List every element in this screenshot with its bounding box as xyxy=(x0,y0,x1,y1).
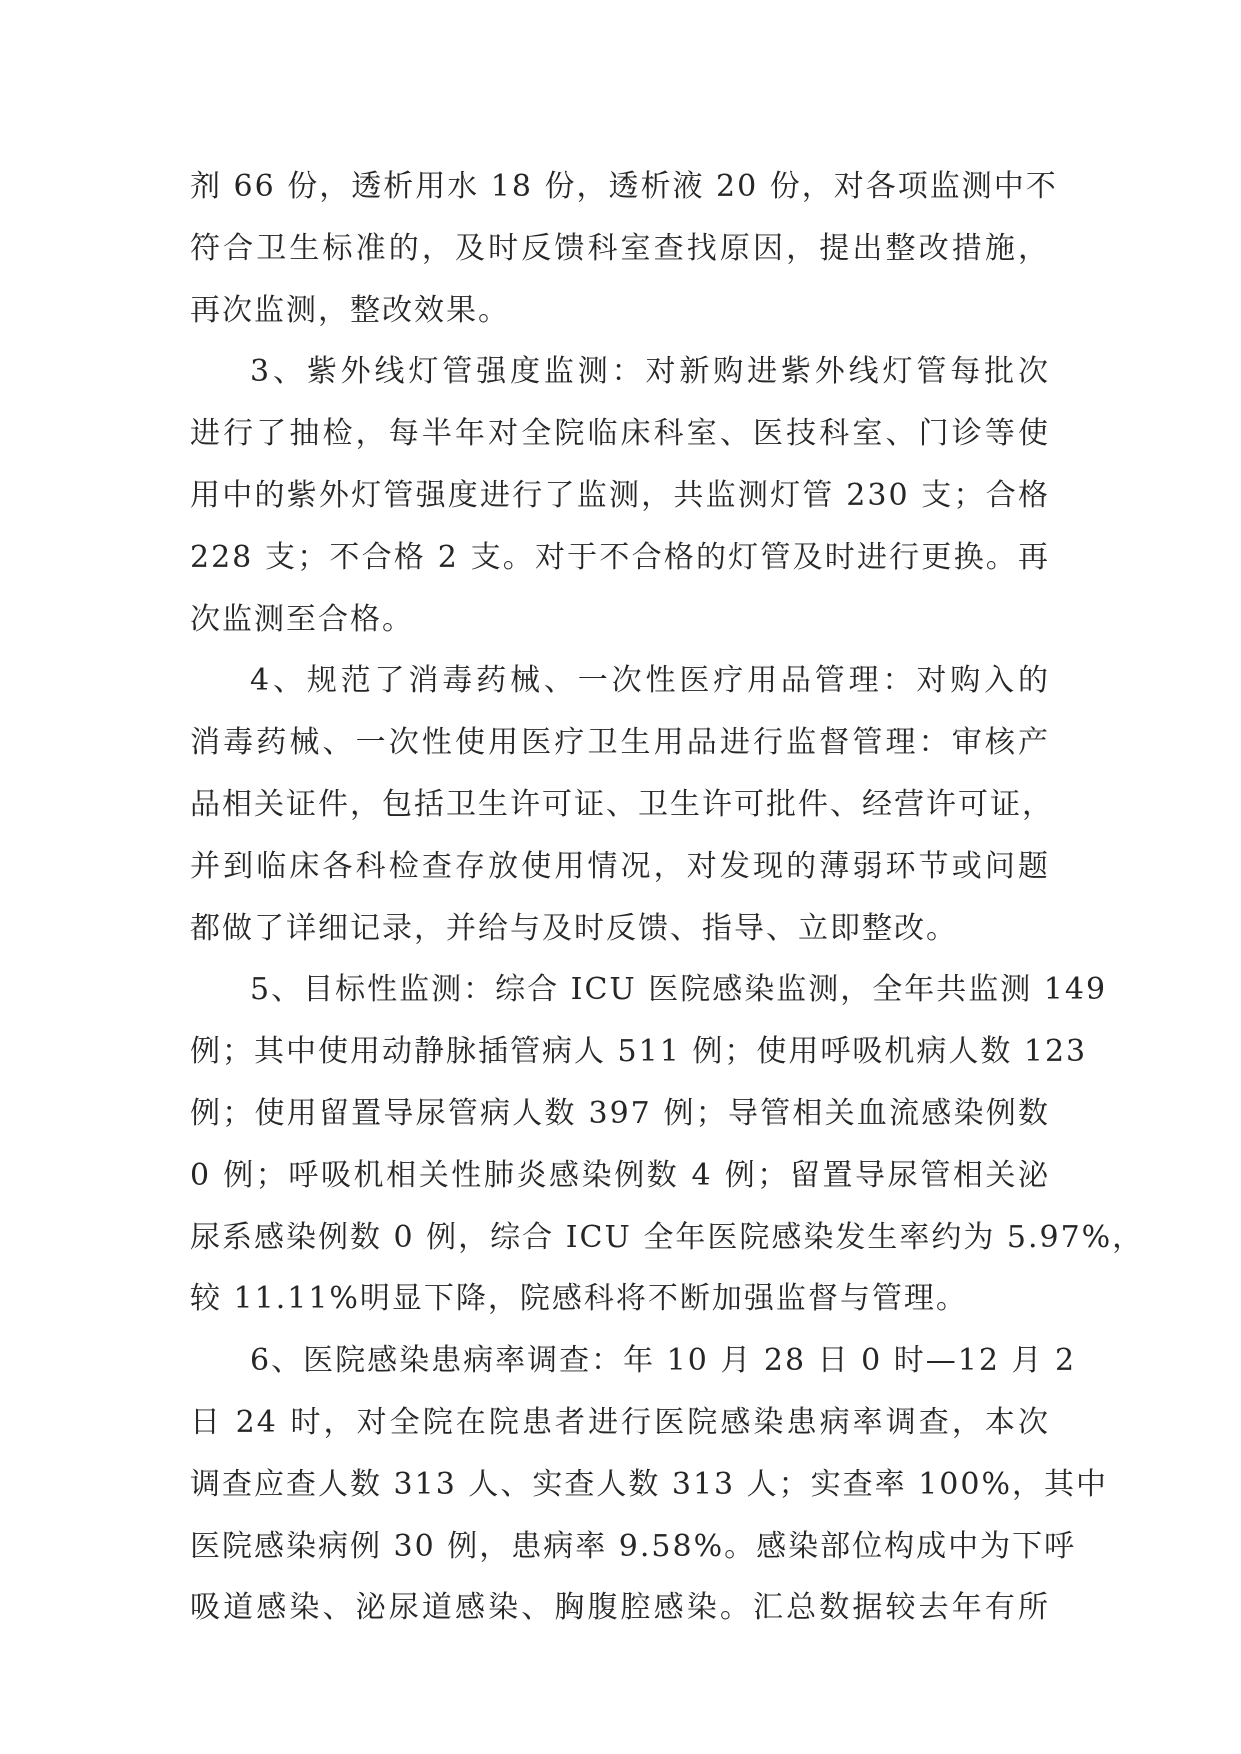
text-line: 吸道感染、泌尿道感染、胸腹腔感染。汇总数据较去年有所 xyxy=(190,1590,1050,1626)
paragraph-prevalence-survey xyxy=(190,1330,1108,1639)
text-line: 5、目标性监测：综合 ICU 医院感染监测，全年共监测 149 xyxy=(250,972,1108,1008)
text-line: 6、医院感染患病率调查：年 10 月 28 日 0 时—12 月 2 xyxy=(250,1343,1077,1379)
text-line: 消毒药械、一次性使用医疗卫生用品进行监督管理：审核产 xyxy=(190,725,1050,761)
text-line: 用中的紫外灯管强度进行了监测，共监测灯管 230 支；合格 xyxy=(190,477,1050,513)
text-line: 都做了详细记录，并给与及时反馈、指导、立即整改。 xyxy=(190,910,958,946)
text-line: 228 支；不合格 2 支。对于不合格的灯管及时进行更换。再 xyxy=(190,539,1050,575)
text-line: 调查应查人数 313 人、实查人数 313 人；实查率 100%，其中 xyxy=(190,1466,1108,1502)
paragraph-continued-testing xyxy=(190,156,1058,341)
text-line: 尿系感染例数 0 例，综合 ICU 全年医院感染发生率约为 5.97%， xyxy=(190,1219,1145,1255)
text-line: 日 24 时，对全院在院患者进行医院感染患病率调查，本次 xyxy=(190,1404,1050,1440)
text-line: 4、规范了消毒药械、一次性医疗用品管理：对购入的 xyxy=(250,663,1050,699)
text-line: 次监测至合格。 xyxy=(190,601,414,637)
text-line: 并到临床各科检查存放使用情况，对发现的薄弱环节或问题 xyxy=(190,848,1050,884)
text-line: 进行了抽检，每半年对全院临床科室、医技科室、门诊等使 xyxy=(190,416,1050,452)
text-line: 较 11.11%明显下降，院感科将不断加强监督与管理。 xyxy=(190,1281,968,1317)
document-body xyxy=(190,156,1145,1639)
text-line: 再次监测，整改效果。 xyxy=(190,292,510,328)
text-line: 医院感染病例 30 例，患病率 9.58%。感染部位构成中为下呼 xyxy=(190,1528,1077,1564)
paragraph-supplies-management xyxy=(190,650,1054,959)
text-line: 剂 66 份，透析用水 18 份，透析液 20 份，对各项监测中不 xyxy=(190,169,1058,204)
paragraph-targeted-monitoring xyxy=(190,959,1145,1330)
text-line: 例；使用留置导尿管病人数 397 例；导管相关血流感染例数 xyxy=(190,1095,1050,1131)
paragraph-uv-lamp-monitoring xyxy=(190,341,1050,650)
text-line: 例；其中使用动静脉插管病人 511 例；使用呼吸机病人数 123 xyxy=(190,1034,1088,1070)
text-line: 品相关证件，包括卫生许可证、卫生许可批件、经营许可证， xyxy=(190,786,1054,822)
text-line: 3、紫外线灯管强度监测：对新购进紫外线灯管每批次 xyxy=(250,354,1050,390)
text-line: 符合卫生标准的，及时反馈科室查找原因，提出整改措施， xyxy=(190,230,1050,266)
text-line: 0 例；呼吸机相关性肺炎感染例数 4 例；留置导尿管相关泌 xyxy=(190,1157,1050,1193)
